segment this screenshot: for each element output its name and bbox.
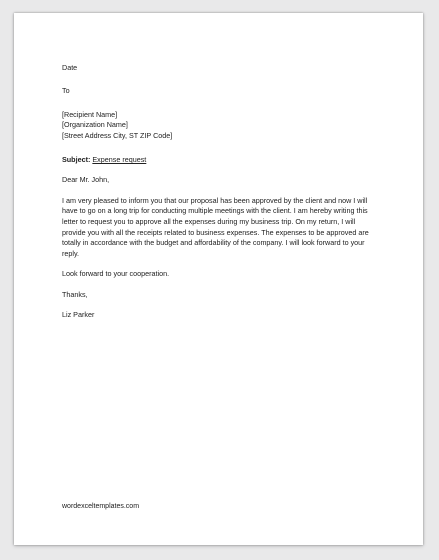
document-page — [14, 13, 423, 545]
date-line: Date — [62, 63, 78, 72]
closing-line: Look forward to your cooperation. — [62, 269, 170, 279]
letter-content — [62, 63, 377, 321]
signoff: Thanks, — [62, 289, 88, 299]
subject-text: Expense request — [92, 155, 147, 165]
salutation: Dear Mr. John, — [62, 175, 110, 185]
to-line: To — [62, 86, 70, 96]
recipient-block — [62, 110, 377, 141]
recipient-name: [Recipient Name] — [62, 109, 118, 119]
footer-website: wordexceltemplates.com — [62, 503, 140, 510]
signature-name: Liz Parker — [62, 310, 95, 320]
subject-line — [62, 155, 377, 165]
body-paragraph: I am very pleased to inform you that our proposal has been approved by the client and now I will have to go on a long trip for conducting multiple meetings with the client. I am hereby writing this letter to request you to approve all the expenses during my business trip. On my return, I will provide you with all the receipts related to business expenses. The expenses to be approved are totally in accordance with the budget and affordability of the company. I will look forward to your reply. — [62, 195, 369, 258]
organization-name: [Organization Name] — [62, 120, 128, 130]
street-address: [Street Address City, ST ZIP Code] — [62, 130, 173, 140]
subject-label: Subject: — [62, 155, 91, 165]
